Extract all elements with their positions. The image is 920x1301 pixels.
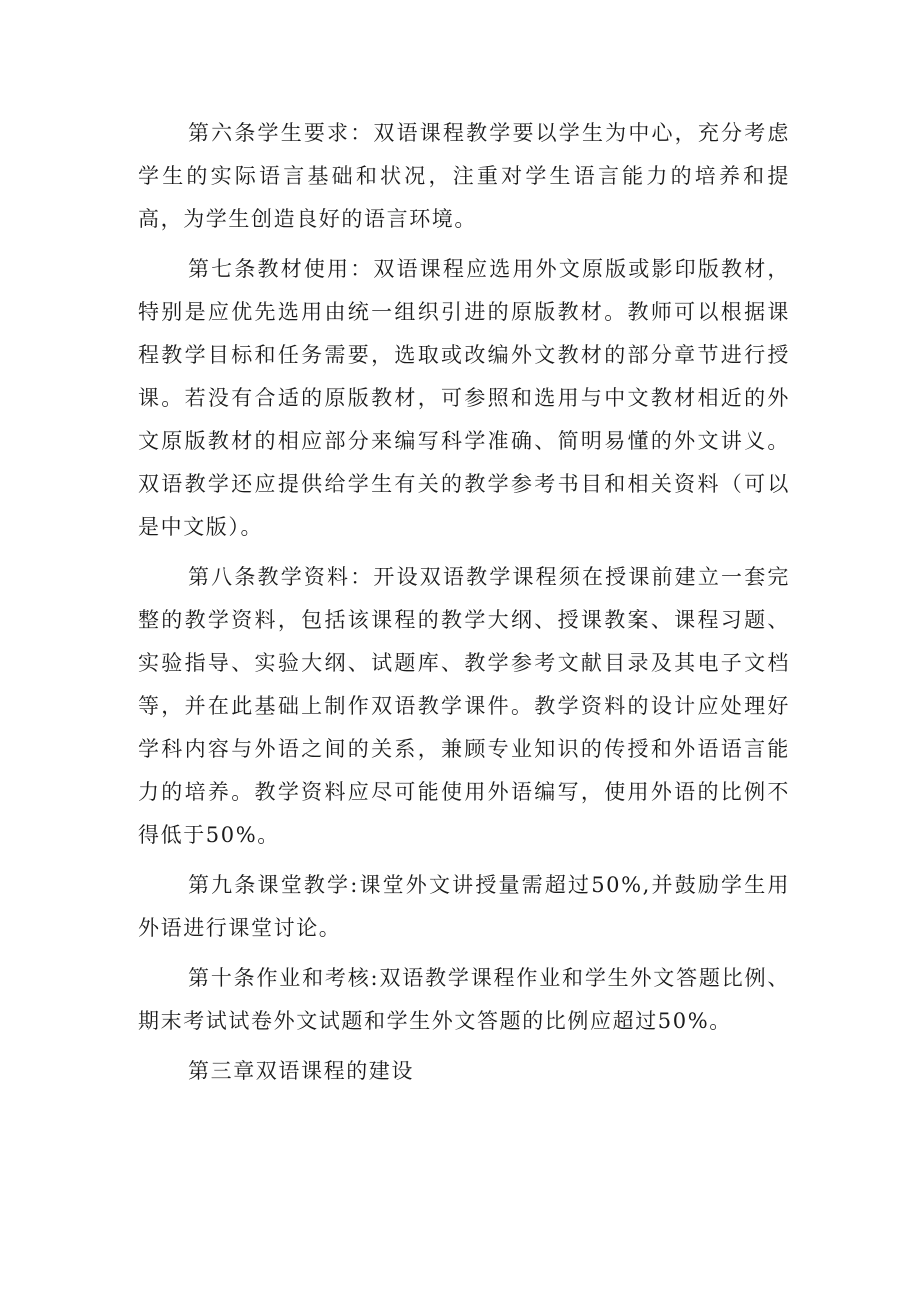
document-body — [138, 112, 790, 1093]
article-8-paragraph: 第八条教学资料：开设双语教学课程须在授课前建立一套完整的教学资料，包括该课程的教学大纲、授课教案、课程习题、实验指导、实验大纲、试题库、教学参考文献目录及其电子文档等，并在此基础上制作双语教学课件。教学资料的设计应处理好学科内容与外语之间的关系，兼顾专业知识的传授和外语语言能力的培养。教学资料应尽可能使用外语编写，使用外语的比例不得低于50%。 — [138, 565, 790, 847]
article-7-paragraph: 第七条教材使用：双语课程应选用外文原版或影印版教材，特别是应优先选用由统一组织引进的原版教材。教师可以根据课程教学目标和任务需要，选取或改编外文教材的部分章节进行授课。若没有合适的原版教材，可参照和选用与中文教材相近的外文原版教材的相应部分来编写科学准确、简明易懂的外文讲义。双语教学还应提供给学生有关的教学参考书目和相关资料（可以是中文版）。 — [138, 257, 790, 539]
chapter-3-heading: 第三章双语课程的建设 — [188, 1059, 414, 1083]
article-6-paragraph: 第六条学生要求：双语课程教学要以学生为中心，充分考虑学生的实际语言基础和状况，注重对学生语言能力的培养和提高，为学生创造良好的语言环境。 — [138, 121, 790, 231]
article-9-paragraph: 第九条课堂教学:课堂外文讲授量需超过50%,并鼓励学生用外语进行课堂讨论。 — [138, 873, 790, 940]
article-10-paragraph: 第十条作业和考核:双语教学课程作业和学生外文答题比例、期末考试试卷外文试题和学生外文答题的比例应超过50%。 — [138, 966, 790, 1033]
